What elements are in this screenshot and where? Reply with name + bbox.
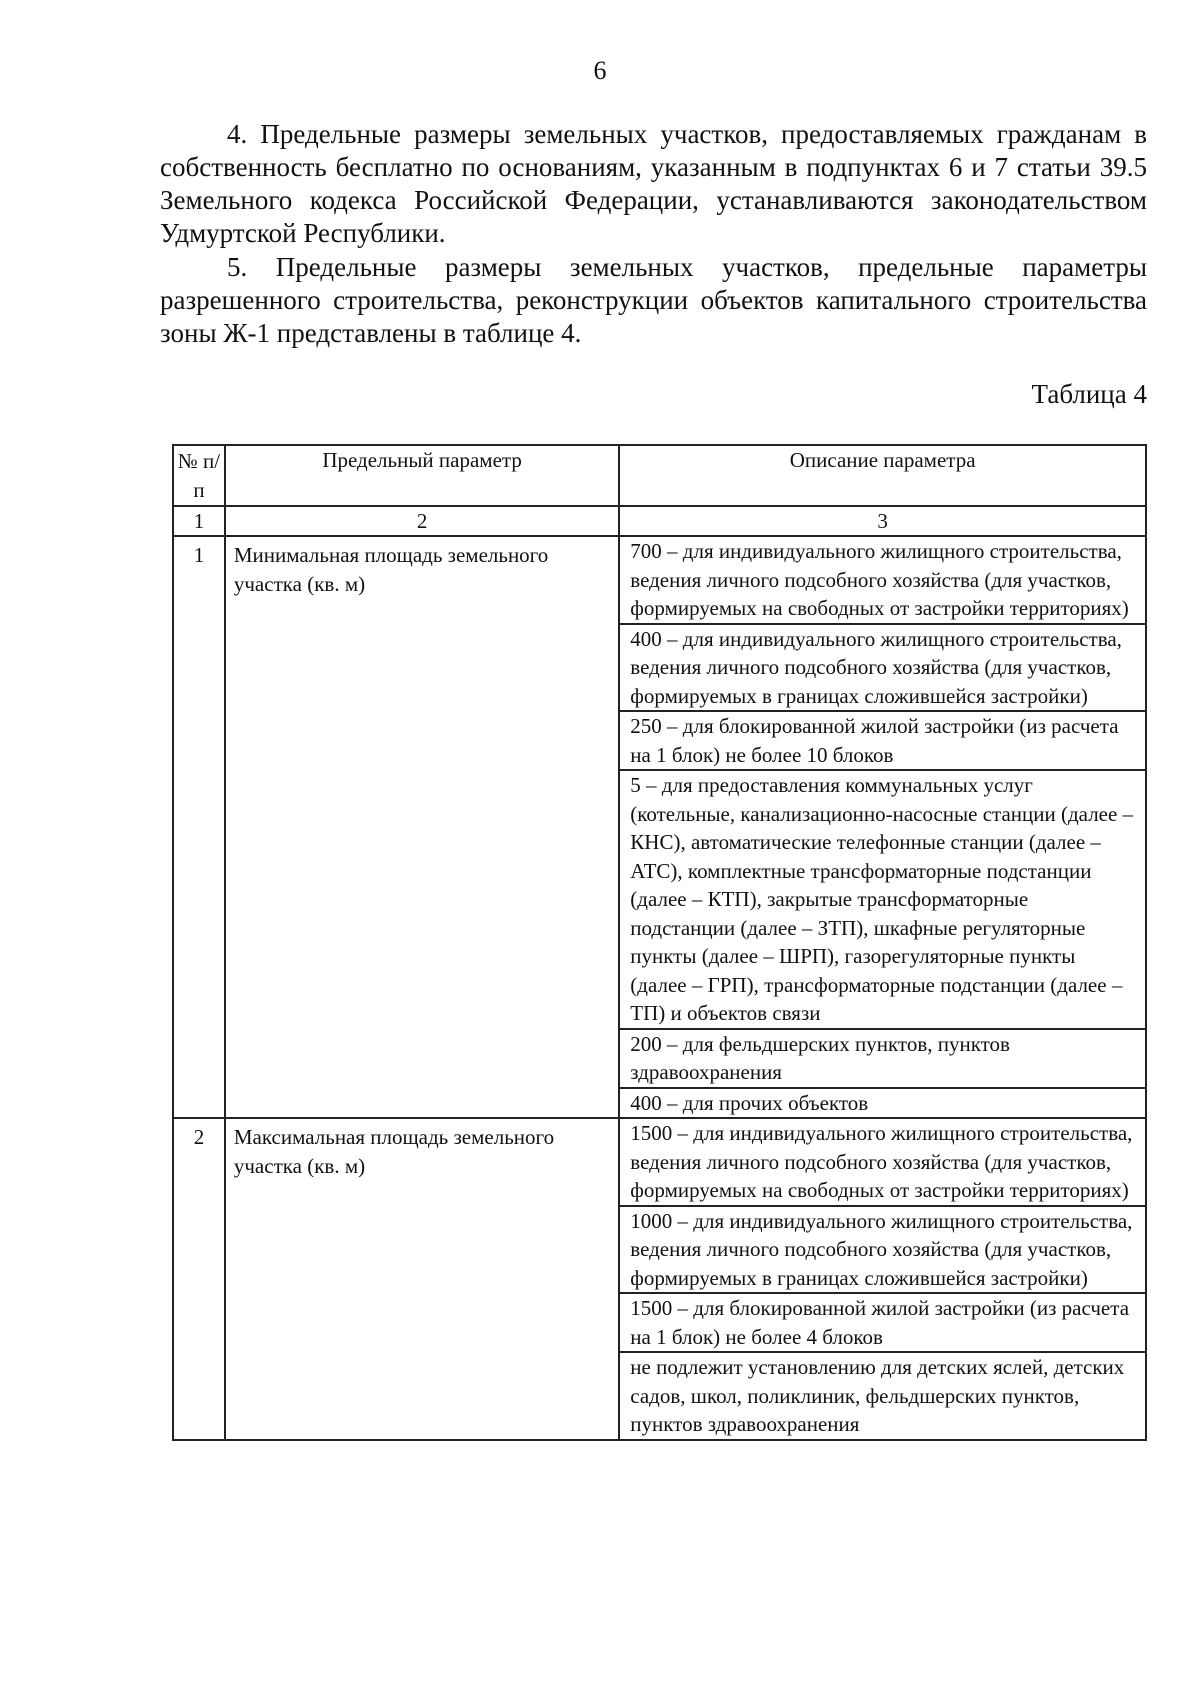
param-description: 700 – для индивидуального жилищного строительства, ведения личного подсобного хозяйства (для участков, формируемых на свободных от застройки территориях)	[619, 536, 1146, 624]
column-number-row	[173, 506, 1146, 536]
paragraph-4: 4. Предельные размеры земельных участков, предоставляемых гражданам в собственность бесплатно по основаниям, указанным в подпунктах 6 и 7 статьи 39.5 Земельного кодекса Российской Федерации, устанавливаются законодательством Удмуртской Республики.	[160, 119, 1147, 248]
table-row	[173, 1118, 1146, 1206]
param-name: Максимальная площадь земельного участка (кв. м)	[225, 1118, 619, 1440]
header-desc: Описание параметра	[619, 445, 1146, 506]
table-header-row	[173, 445, 1146, 506]
param-description: 400 – для индивидуального жилищного строительства, ведения личного подсобного хозяйства (для участков, формируемых в границах сложившейся застройки)	[619, 624, 1146, 712]
table-row	[173, 536, 1146, 624]
param-description: 5 – для предоставления коммунальных услуг (котельные, канализационно-насосные станции (далее – КНС), автоматические телефонные станции (далее – АТС), комплектные трансформаторные подстанции (далее – КТП), закрытые трансформаторные подстанции (далее – ЗТП), шкафные регуляторные пункты (далее – ШРП), газорегуляторные пункты (далее – ГРП), трансформаторные подстанции (далее – ТП) и объектов связи	[619, 770, 1146, 1029]
column-number: 3	[619, 506, 1146, 536]
param-description: 1500 – для блокированной жилой застройки (из расчета на 1 блок) не более 4 блоков	[619, 1293, 1146, 1352]
column-number: 2	[225, 506, 619, 536]
table-caption: Таблица 4	[1031, 379, 1147, 409]
header-num: № п/п	[173, 445, 225, 506]
header-param: Предельный параметр	[225, 445, 619, 506]
param-description: 200 – для фельдшерских пунктов, пунктов здравоохранения	[619, 1029, 1146, 1088]
param-name: Минимальная площадь земельного участка (кв. м)	[225, 536, 619, 1118]
param-description: не подлежит установлению для детских яслей, детских садов, школ, поликлиник, фельдшерских пунктов, пунктов здравоохранения	[619, 1352, 1146, 1440]
param-description: 400 – для прочих объектов	[619, 1088, 1146, 1119]
row-number: 2	[173, 1118, 225, 1440]
page-number: 6	[593, 56, 607, 85]
param-description: 1000 – для индивидуального жилищного строительства, ведения личного подсобного хозяйства (для участков, формируемых в границах сложившейся застройки)	[619, 1206, 1146, 1294]
param-description: 1500 – для индивидуального жилищного строительства, ведения личного подсобного хозяйства (для участков, формируемых на свободных от застройки территориях)	[619, 1118, 1146, 1206]
parameters-table	[172, 444, 1147, 1441]
column-number: 1	[173, 506, 225, 536]
row-number: 1	[173, 536, 225, 1118]
paragraph-5: 5. Предельные размеры земельных участков, предельные параметры разрешенного строительства, реконструкции объектов капитального строительства зоны Ж-1 представлены в таблице 4.	[160, 252, 1147, 348]
param-description: 250 – для блокированной жилой застройки (из расчета на 1 блок) не более 10 блоков	[619, 711, 1146, 770]
